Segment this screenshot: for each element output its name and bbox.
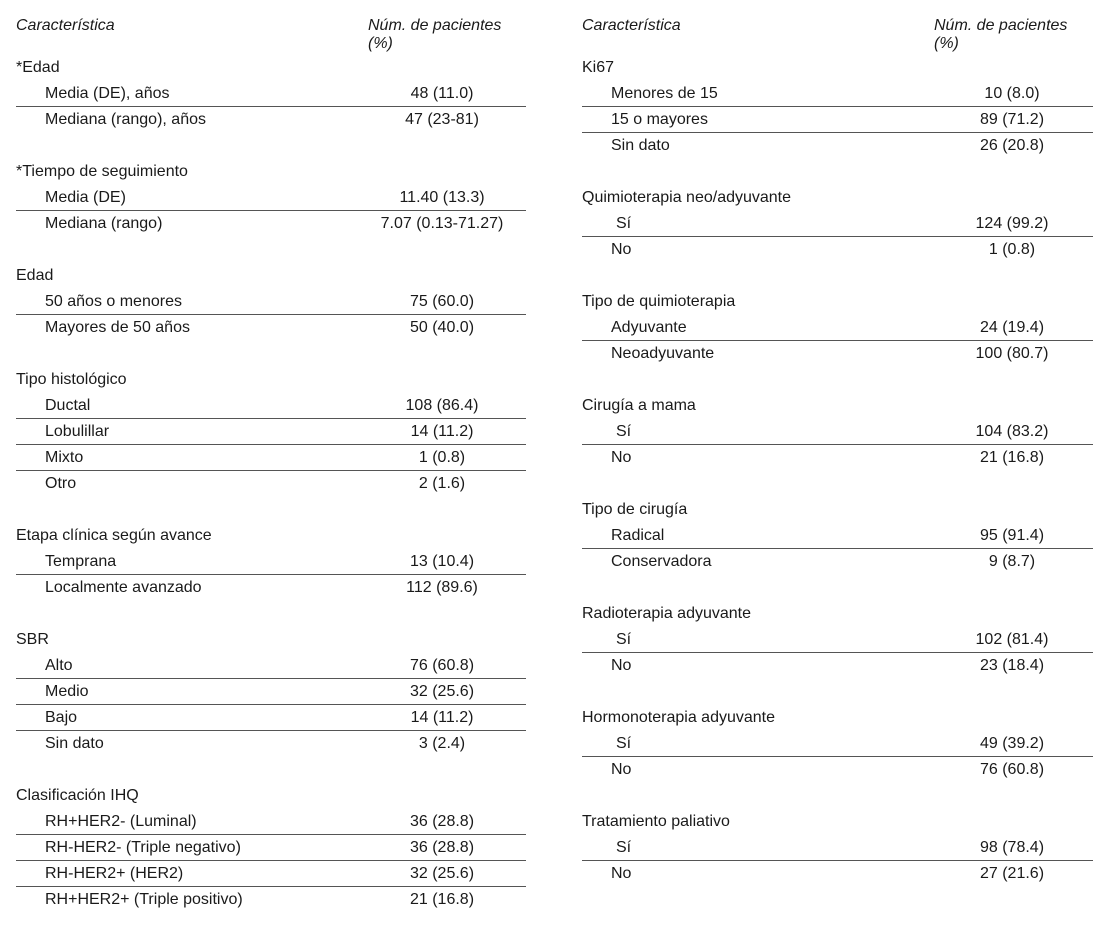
row-value: 2 (1.6) xyxy=(418,475,466,492)
table-row xyxy=(16,471,526,497)
table-section xyxy=(582,289,1093,367)
row-value: 124 (99.2) xyxy=(975,215,1049,232)
table-section xyxy=(16,367,526,497)
table-row xyxy=(16,861,526,887)
row-value: 13 (10.4) xyxy=(409,553,475,570)
row-value: 48 (11.0) xyxy=(410,85,474,102)
row-label: RH-HER2+ (HER2) xyxy=(45,865,184,882)
row-label: Media (DE), años xyxy=(45,85,170,102)
row-value: 9 (8.7) xyxy=(988,553,1036,570)
left-table-body xyxy=(16,55,526,939)
row-label: 50 años o menores xyxy=(45,293,182,310)
table-section xyxy=(16,55,526,133)
table-section xyxy=(582,497,1093,575)
table-row xyxy=(16,731,526,757)
table-section xyxy=(16,783,526,913)
table-row xyxy=(582,81,1093,107)
table-row xyxy=(582,341,1093,367)
row-label: Adyuvante xyxy=(611,319,687,336)
section-title: Etapa clínica según avance xyxy=(16,527,212,544)
row-label: Mixto xyxy=(45,449,84,466)
table-row xyxy=(16,887,526,913)
row-label: Otro xyxy=(45,475,77,492)
row-label: No xyxy=(611,241,632,258)
row-value: 14 (11.2) xyxy=(410,709,474,726)
row-label: Localmente avanzado xyxy=(45,579,202,596)
table-row xyxy=(16,107,526,133)
section-title: *Edad xyxy=(16,59,60,76)
row-value: 100 (80.7) xyxy=(975,345,1049,362)
row-label: No xyxy=(611,761,632,778)
row-value: 36 (28.8) xyxy=(409,839,475,856)
table-row xyxy=(582,653,1093,679)
row-label: Medio xyxy=(45,683,89,700)
header-patient-count: Núm. de pacientes (%) xyxy=(934,17,1068,52)
table-section xyxy=(582,185,1093,263)
table-row xyxy=(16,315,526,341)
section-title: Cirugía a mama xyxy=(582,397,696,414)
table-row xyxy=(16,809,526,835)
row-value: 95 (91.4) xyxy=(979,527,1045,544)
section-title: Clasificación IHQ xyxy=(16,787,139,804)
row-value: 21 (16.8) xyxy=(409,891,475,908)
header-characteristic: Característica xyxy=(582,17,681,34)
table-section xyxy=(16,159,526,237)
section-title: Tipo histológico xyxy=(16,371,127,388)
section-title: Edad xyxy=(16,267,54,284)
row-value: 75 (60.0) xyxy=(409,293,475,310)
row-label: Ductal xyxy=(45,397,91,414)
section-title: Hormonoterapia adyuvante xyxy=(582,709,776,726)
row-label: Temprana xyxy=(45,553,117,570)
row-label: Bajo xyxy=(45,709,78,726)
column-header xyxy=(16,17,526,52)
table-row xyxy=(582,133,1093,159)
row-value: 1 (0.8) xyxy=(418,449,466,466)
table-row xyxy=(16,679,526,705)
row-value: 14 (11.2) xyxy=(410,423,474,440)
row-label: No xyxy=(611,657,632,674)
row-value: 11.40 (13.3) xyxy=(399,189,485,206)
row-label: Mediana (rango), años xyxy=(45,111,206,128)
section-title: Tipo de quimioterapia xyxy=(582,293,736,310)
table-row xyxy=(582,549,1093,575)
column-header xyxy=(582,17,1093,52)
row-value: 102 (81.4) xyxy=(975,631,1049,648)
table-row xyxy=(16,575,526,601)
row-label: Mayores de 50 años xyxy=(45,319,190,336)
table-section xyxy=(16,263,526,341)
row-label: Media (DE) xyxy=(45,189,126,206)
row-value: 26 (20.8) xyxy=(979,137,1045,154)
table-row xyxy=(582,315,1093,341)
row-value: 21 (16.8) xyxy=(979,449,1045,466)
table-section xyxy=(16,523,526,601)
table-row xyxy=(582,861,1093,887)
table-section xyxy=(16,627,526,757)
table-section xyxy=(582,705,1093,783)
table-section xyxy=(582,393,1093,471)
row-value: 50 (40.0) xyxy=(409,319,475,336)
table-row xyxy=(16,445,526,471)
row-value: 10 (8.0) xyxy=(984,85,1040,102)
table-row xyxy=(582,237,1093,263)
row-value: 89 (71.2) xyxy=(979,111,1045,128)
row-label: Sí xyxy=(616,735,632,752)
row-value: 23 (18.4) xyxy=(979,657,1045,674)
section-title: Quimioterapia neo/adyuvante xyxy=(582,189,792,206)
section-title: SBR xyxy=(16,631,49,648)
table-row xyxy=(16,393,526,419)
right-table-body xyxy=(582,55,1093,913)
section-title: Radioterapia adyuvante xyxy=(582,605,752,622)
table-row xyxy=(582,757,1093,783)
row-label: Mediana (rango) xyxy=(45,215,163,232)
row-label: Alto xyxy=(45,657,73,674)
row-label: Neoadyuvante xyxy=(611,345,715,362)
row-value: 3 (2.4) xyxy=(418,735,466,752)
table-row xyxy=(582,523,1093,549)
table-row xyxy=(582,731,1093,757)
section-title: Tratamiento paliativo xyxy=(582,813,730,830)
table-row xyxy=(16,835,526,861)
row-value: 36 (28.8) xyxy=(409,813,475,830)
table-row xyxy=(16,185,526,211)
header-characteristic: Característica xyxy=(16,17,115,34)
table-row xyxy=(582,419,1093,445)
row-value: 104 (83.2) xyxy=(975,423,1049,440)
row-value: 76 (60.8) xyxy=(979,761,1045,778)
table-row xyxy=(582,211,1093,237)
row-label: Sin dato xyxy=(45,735,104,752)
row-label: Sí xyxy=(616,839,632,856)
section-title: Ki67 xyxy=(582,59,615,76)
table-row xyxy=(16,419,526,445)
table-row xyxy=(16,81,526,107)
row-value: 112 (89.6) xyxy=(406,579,478,596)
row-label: Menores de 15 xyxy=(611,85,718,102)
row-value: 47 (23-81) xyxy=(405,111,479,128)
table-section xyxy=(582,601,1093,679)
row-value: 76 (60.8) xyxy=(409,657,475,674)
table-row xyxy=(16,653,526,679)
row-label: Lobulillar xyxy=(45,423,110,440)
row-value: 1 (0.8) xyxy=(988,241,1036,258)
table-row xyxy=(16,211,526,237)
section-title: Tipo de cirugía xyxy=(582,501,688,518)
row-label: Radical xyxy=(611,527,665,544)
row-label: 15 o mayores xyxy=(611,111,708,128)
row-value: 98 (78.4) xyxy=(979,839,1045,856)
row-label: RH+HER2+ (Triple positivo) xyxy=(45,891,243,908)
row-label: No xyxy=(611,449,632,466)
row-value: 24 (19.4) xyxy=(979,319,1045,336)
section-title: *Tiempo de seguimiento xyxy=(16,163,188,180)
table-section xyxy=(582,809,1093,887)
row-label: Sí xyxy=(616,215,632,232)
table-row xyxy=(582,627,1093,653)
row-label: Sí xyxy=(616,631,632,648)
table-row xyxy=(16,549,526,575)
row-label: RH-HER2- (Triple negativo) xyxy=(45,839,241,856)
table-section xyxy=(582,55,1093,159)
row-value: 32 (25.6) xyxy=(409,865,475,882)
row-value: 49 (39.2) xyxy=(979,735,1045,752)
table-row xyxy=(582,835,1093,861)
row-value: 108 (86.4) xyxy=(405,397,479,414)
row-value: 7.07 (0.13-71.27) xyxy=(380,215,504,232)
header-patient-count: Núm. de pacientes (%) xyxy=(368,17,502,52)
row-label: Conservadora xyxy=(611,553,712,570)
table-row xyxy=(582,445,1093,471)
row-label: Sin dato xyxy=(611,137,670,154)
row-label: Sí xyxy=(616,423,632,440)
row-label: RH+HER2- (Luminal) xyxy=(45,813,197,830)
row-label: No xyxy=(611,865,632,882)
table-row xyxy=(16,289,526,315)
table-row xyxy=(582,107,1093,133)
table-row xyxy=(16,705,526,731)
row-value: 32 (25.6) xyxy=(409,683,475,700)
row-value: 27 (21.6) xyxy=(979,865,1045,882)
